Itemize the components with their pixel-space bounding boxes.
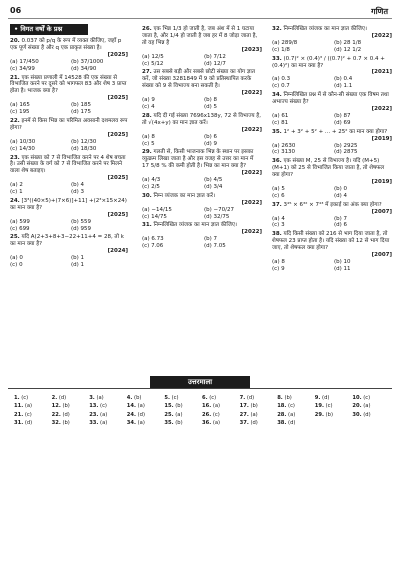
answer-cell <box>127 402 165 410</box>
question-item <box>142 222 262 250</box>
answer-value: (c) <box>212 411 220 418</box>
answer-cell <box>202 411 240 419</box>
answer-number: 5. <box>164 395 170 401</box>
question-year: [2022] <box>241 229 262 236</box>
question-item <box>142 193 262 221</box>
answer-value: (d) <box>363 411 371 418</box>
question-item <box>142 113 262 148</box>
answer-number: 29. <box>314 411 324 418</box>
option: (a) 4 <box>272 215 285 222</box>
option: (a) 165 <box>10 102 30 109</box>
option: (a) 2630 <box>272 142 296 149</box>
answer-number: 13. <box>89 403 99 410</box>
question-number: 23. <box>10 154 20 161</box>
question-number: 21. <box>10 74 20 81</box>
question-item <box>272 92 392 127</box>
answer-value: (c) <box>24 411 32 418</box>
question-number: 20. <box>10 38 20 44</box>
answer-value: (d) <box>322 395 330 401</box>
option-list <box>272 216 392 230</box>
question-text: एक संख्या M, 25 से विभाज्य है। यदि (M+5)(M+1) को 25 से विभाजित किया जाता है, तो शेषफल क्या होगा? <box>272 158 385 179</box>
answer-cell <box>277 419 315 427</box>
answer-number: 4. <box>126 395 133 401</box>
subject-title: गणित <box>371 7 388 16</box>
option: (c) 1 <box>10 189 23 196</box>
option: (b) 4/5 <box>204 177 223 184</box>
question-number: 29. <box>142 149 152 156</box>
question-text: यदि A(2+3+8+3−22+11+4 = 28, तो k का मान क्या है? <box>10 234 124 248</box>
option: (a) 5 <box>272 185 285 192</box>
answer-cell <box>89 402 127 410</box>
option: (a) 2 <box>10 182 23 189</box>
question-number: 33. <box>272 55 282 62</box>
question-item <box>10 198 128 233</box>
answer-cell <box>127 411 165 419</box>
answer-cell <box>164 419 202 427</box>
answer-cell <box>164 402 202 410</box>
question-year: [2025] <box>107 51 128 58</box>
answer-value: (c) <box>209 395 217 401</box>
answer-cell <box>315 411 353 419</box>
answer-value: (b) <box>175 403 183 410</box>
answer-value: (b) <box>284 395 292 401</box>
answer-number: 23. <box>89 411 99 418</box>
option: (b) 37/1000 <box>71 58 104 65</box>
answer-value: (a) <box>363 403 371 410</box>
option: (c) 0 <box>10 262 23 269</box>
option: (b) 6 <box>204 133 218 140</box>
answer-cell <box>127 419 165 427</box>
option: (a) 0 <box>10 255 23 262</box>
option-list <box>272 259 392 273</box>
option: (b) 0.4 <box>334 76 353 83</box>
option: (a) 17/450 <box>10 58 39 65</box>
answer-cell <box>240 394 278 402</box>
question-item <box>10 38 128 73</box>
answer-value: (b) <box>62 403 70 410</box>
option: (d) 32/75 <box>204 213 230 220</box>
answer-value: (a) <box>288 411 296 418</box>
answer-number: 3. <box>89 395 95 401</box>
answer-grid <box>14 394 390 428</box>
question-year: [2024] <box>107 248 128 255</box>
answer-cell <box>14 394 52 402</box>
option: (b) 0 <box>334 185 348 192</box>
option: (a) 8 <box>272 259 285 265</box>
answer-cell <box>352 394 390 402</box>
question-number: 25. <box>10 234 20 241</box>
question-year: [2025] <box>107 175 128 182</box>
question-year: [2025] <box>107 211 128 218</box>
question-text: 1² + 3² + 5² + ... + 25² का मान क्या होगा? <box>283 128 388 135</box>
question-number: 32. <box>272 26 282 32</box>
option: (c) 7.06 <box>142 243 164 250</box>
answer-value: (c) <box>100 403 107 410</box>
question-number: 27. <box>142 69 152 76</box>
question-year: [2021] <box>371 69 392 76</box>
option: (d) 959 <box>71 225 92 232</box>
answer-number: 16. <box>201 403 212 410</box>
option: (c) 9 <box>272 265 285 272</box>
option-list <box>272 143 392 157</box>
answer-cell <box>352 402 390 410</box>
option: (a) 0.3 <box>272 76 291 83</box>
option: (b) 185 <box>71 102 92 109</box>
option: (d) 9 <box>204 140 218 147</box>
option-list <box>10 219 128 233</box>
question-item <box>10 75 128 116</box>
option: (a) 61 <box>272 112 289 119</box>
answer-number: 21. <box>14 411 24 418</box>
answer-value: (a) <box>212 403 221 410</box>
answer-number: 9. <box>314 395 321 401</box>
option-list <box>142 236 262 250</box>
option: (c) 3130 <box>272 149 296 156</box>
option: (c) 81 <box>272 119 289 126</box>
answer-value: (c) <box>288 403 295 410</box>
answer-cell <box>164 394 202 402</box>
option-list <box>142 54 262 68</box>
answer-cell <box>277 394 315 402</box>
option: (c) 14/30 <box>10 145 35 152</box>
section-banner: • विगत वर्षों के प्रश्न <box>10 24 88 35</box>
answer-value: (d) <box>137 411 145 418</box>
question-year: [2007] <box>371 208 392 215</box>
question-text: एक भिन्न 1/3 हो जाती है, जब अंश में से 1 घटाया जाता है, और 1/4 हो जाती है जब हर में 8 जोड़ा जाता है, तो वह भिन्न है <box>142 26 258 46</box>
option-list <box>10 182 128 196</box>
answer-key-rule <box>8 388 392 389</box>
answer-number: 14. <box>126 403 136 410</box>
answer-number: 6. <box>201 395 208 401</box>
answer-value: (b) <box>325 411 333 418</box>
option-list <box>272 113 392 127</box>
answer-cell <box>14 402 52 410</box>
option: (d) 175 <box>71 109 92 116</box>
answer-value: (b) <box>175 420 183 427</box>
option: (d) 12/7 <box>204 60 226 67</box>
question-item <box>142 69 262 110</box>
option-list <box>272 76 392 90</box>
answer-value: (c) <box>325 403 333 410</box>
question-text: एक संख्या प्रणाली में 14528 की एक संख्या से विभाजित करने पर दूसरे को भागफल 83 और शेष 3 प्राप्त होता है। भाजक क्या है? <box>10 74 127 95</box>
question-year: [2019] <box>371 179 392 186</box>
option: (a) 599 <box>10 218 30 225</box>
answer-value: (a) <box>175 411 183 418</box>
question-year: [2022] <box>241 199 262 206</box>
answer-value: (a) <box>100 420 108 427</box>
answer-number: 8. <box>277 395 283 401</box>
page-number: 06 <box>10 6 22 15</box>
question-item <box>142 149 262 190</box>
option: (c) 1/8 <box>272 46 290 53</box>
question-text: गलती से, किसी भाजनाक भिन्न के स्थान पर इसका व्युत्क्रम लिखा जाता है और इस वजह से उत्तर का मान में 17 5/8 % की कमी होती है। भिन्न का मान क्या है? <box>142 149 254 170</box>
answer-number: 7. <box>239 395 246 401</box>
option: (b) 12/30 <box>71 138 97 145</box>
answer-value: (c) <box>21 395 29 401</box>
answer-cell <box>315 402 353 410</box>
answer-cell <box>315 394 353 402</box>
answer-value: (c) <box>171 395 179 401</box>
option: (c) 14/75 <box>142 213 167 220</box>
answer-number: 10. <box>352 395 362 401</box>
option: (a) 289/8 <box>272 39 298 46</box>
option-list <box>142 134 262 148</box>
answer-number: 25. <box>164 411 174 418</box>
option: (d) 18/30 <box>71 145 97 152</box>
header-rule <box>8 18 392 19</box>
answer-cell <box>240 411 278 419</box>
answer-value: (a) <box>24 403 33 410</box>
option: (c) 3 <box>272 222 285 229</box>
option-list <box>272 40 392 54</box>
question-year: [2022] <box>241 126 262 133</box>
question-text: [3³((40×5)+(7×6)]+11] +(2³×15×24) का मान क्या है? <box>10 197 127 211</box>
answer-number: 12. <box>51 403 61 410</box>
option: (d) 6 <box>334 222 348 229</box>
option: (d) 3 <box>71 189 85 196</box>
option: (b) 4 <box>71 182 85 189</box>
question-item <box>272 26 392 54</box>
option-list <box>142 207 262 221</box>
question-year: [2022] <box>241 90 262 97</box>
answer-cell <box>240 402 278 410</box>
option: (b) 87 <box>334 112 351 119</box>
option: (d) 1.1 <box>334 83 353 90</box>
option: (d) 7.05 <box>204 243 226 250</box>
question-year: [2022] <box>241 170 262 177</box>
question-number: 22. <box>10 117 20 124</box>
question-text: 0.037 को p/q के रूप में व्यक्त कीजिए, जहाँ p एक पूर्ण संख्या है और q एक प्राकृत संख्या है। <box>10 38 122 51</box>
option: (c) 6 <box>272 192 285 199</box>
answer-number: 31. <box>14 420 24 427</box>
option: (d) 3/4 <box>204 183 223 190</box>
answer-value: (d) <box>246 395 255 401</box>
option: (d) 11 <box>334 265 351 272</box>
answer-value: (b) <box>62 420 70 427</box>
question-item <box>142 26 262 67</box>
answer-cell <box>127 394 165 402</box>
answer-cell <box>14 419 52 427</box>
question-item <box>272 231 392 272</box>
question-number: 35. <box>272 128 282 135</box>
question-year: [2025] <box>107 95 128 102</box>
answer-value: (a) <box>137 403 145 410</box>
question-text: निम्नलिखित प्रश्न में से कौन-सी संख्या एक विषम तथा अभाज्य संख्या है? <box>272 92 389 106</box>
answer-value: (a) <box>96 395 104 401</box>
option: (c) 5 <box>142 140 155 147</box>
answer-value: (a) <box>100 411 108 418</box>
question-number: 28. <box>142 112 152 119</box>
answer-number: 35. <box>164 420 174 427</box>
option: (b) 7 <box>334 215 348 222</box>
answer-value: (c) <box>363 395 371 401</box>
question-item <box>10 155 128 196</box>
question-text: इनमें से किस भिन्न का परिमित अवसानी दशमलव रूप होगा? <box>10 117 128 131</box>
option: (d) 2875 <box>334 149 358 156</box>
option: (b) 2925 <box>334 142 358 149</box>
option: (a) −14/15 <box>142 206 172 213</box>
question-year: [2025] <box>107 131 128 138</box>
option: (a) 8 <box>142 133 155 140</box>
answer-cell <box>202 419 240 427</box>
question-year: [2007] <box>371 252 392 259</box>
option: (b) 7 <box>204 236 218 243</box>
option-list <box>142 97 262 111</box>
question-column-2 <box>142 26 262 252</box>
option: (b) 28 1/8 <box>334 39 362 46</box>
answer-number: 26. <box>201 411 212 418</box>
option: (b) 8 <box>204 97 218 104</box>
answer-number: 34. <box>126 420 136 427</box>
question-item <box>272 158 392 199</box>
answer-cell <box>89 419 127 427</box>
option: (c) 699 <box>10 225 30 232</box>
question-text: (0.7)² × (0.4)³ / ((0.7)² + 0.7 × 0.4 + (0.4)²) का मान क्या है? <box>272 55 385 69</box>
question-number: 30. <box>142 192 152 199</box>
option: (b) 559 <box>71 218 92 225</box>
page-header <box>0 0 400 20</box>
question-number: 26. <box>142 26 152 32</box>
question-year: [2022] <box>371 32 392 39</box>
question-text: निम्नलिखित व्यंजक का मान ज्ञात कीजिए। <box>153 222 237 229</box>
answer-number: 30. <box>352 411 362 418</box>
question-item <box>272 202 392 230</box>
option: (a) 10/30 <box>10 138 36 145</box>
option-list <box>272 186 392 200</box>
answer-cell <box>52 402 90 410</box>
answer-cell <box>202 394 240 402</box>
option: (d) 4 <box>334 192 348 199</box>
answer-value: (b) <box>134 395 142 401</box>
answer-value: (d) <box>58 395 67 401</box>
answer-cell <box>14 411 52 419</box>
answer-number: 24. <box>126 411 136 418</box>
question-number: 37. <box>272 201 282 208</box>
answer-number: 38. <box>277 420 287 427</box>
option: (c) 5/12 <box>142 60 164 67</box>
answer-value: (b) <box>250 403 258 410</box>
answer-cell <box>277 411 315 419</box>
option: (c) 2/5 <box>142 183 160 190</box>
answer-value: (a) <box>137 420 145 427</box>
option: (b) 7/12 <box>204 53 226 60</box>
answer-number: 11. <box>14 403 24 410</box>
question-text: यदि किसी संख्या को 216 से भाग दिया जाता है, तो शेषफल 23 प्राप्त होता है। यदि संख्या को 12 से भाग दिया जाए, तो शेषफल क्या होगा? <box>272 231 390 252</box>
answer-value: (d) <box>288 420 296 427</box>
answer-number: 15. <box>164 403 174 410</box>
question-number: 24. <box>10 197 20 204</box>
question-number: 36. <box>272 158 282 165</box>
option-list <box>142 177 262 191</box>
question-text: एक संख्या को 7 से विभाजित करने पर 4 शेष बचता है। उसी संख्या के वर्ग को 7 से विभाजित करने पर मिलने वाला शेष बताइए। <box>10 154 126 175</box>
question-year: [2022] <box>371 105 392 112</box>
option: (c) 34/99 <box>10 65 35 72</box>
answer-cell <box>202 402 240 410</box>
answer-value: (a) <box>250 411 258 418</box>
answer-value: (a) <box>212 420 221 427</box>
option: (d) 5 <box>204 103 218 110</box>
answer-number: 32. <box>51 420 61 427</box>
option: (d) 69 <box>334 119 351 126</box>
question-item <box>10 118 128 153</box>
question-text: उस सबसे बड़ी और सबसे छोटी संख्या का योग ज्ञात करें, जो संख्या 3281849 में 9 को प्रतिस्थापित करके संख्या को 9 से विभाज्य बना सकती है। <box>142 69 255 90</box>
answer-value: (d) <box>24 420 33 427</box>
question-item <box>10 234 128 269</box>
option: (c) 0.7 <box>272 83 290 90</box>
option: (b) 10 <box>334 259 351 265</box>
answer-key-title: उत्तरमाला <box>150 376 250 388</box>
answer-number: 28. <box>277 411 287 418</box>
answer-number: 18. <box>277 403 287 410</box>
option: (a) 6.73 <box>142 236 164 243</box>
option: (b) 1 <box>71 255 85 262</box>
answer-number: 22. <box>51 411 61 418</box>
question-text: 3⁴⁵ × 6³² × 7⁴³ में इकाई का अंक क्या होगा? <box>283 201 382 208</box>
answer-number: 19. <box>314 403 324 410</box>
question-item <box>272 56 392 91</box>
answer-number: 20. <box>352 403 362 410</box>
question-text: यदि दी गई संख्या 7696x138y, 72 से विभाज्य है, तो √(4x+y) का मान ज्ञात करें। <box>142 112 261 126</box>
answer-number: 33. <box>89 420 99 427</box>
question-year: [2023] <box>241 46 262 53</box>
answer-number: 1. <box>14 395 20 401</box>
answer-value: (d) <box>62 411 70 418</box>
answer-cell <box>89 394 127 402</box>
answer-cell <box>164 411 202 419</box>
question-column-3 <box>272 26 392 275</box>
answer-cell <box>240 419 278 427</box>
answer-cell <box>52 411 90 419</box>
answer-number: 2. <box>51 395 58 401</box>
answer-number: 27. <box>239 411 249 418</box>
question-number: 31. <box>142 222 152 229</box>
answer-cell <box>352 411 390 419</box>
answer-number: 17. <box>239 403 249 410</box>
question-year: [2019] <box>371 135 392 142</box>
option-list <box>10 139 128 153</box>
question-number: 34. <box>272 92 282 99</box>
answer-cell <box>52 419 90 427</box>
option: (d) 12 1/2 <box>334 46 362 53</box>
question-column-1 <box>10 38 128 271</box>
question-item <box>272 129 392 157</box>
option-list <box>10 102 128 116</box>
option-list <box>10 59 128 73</box>
answer-cell <box>52 394 90 402</box>
option: (a) 12/5 <box>142 53 164 60</box>
answer-cell <box>277 402 315 410</box>
option: (c) 4 <box>142 103 155 110</box>
option: (d) 1 <box>71 262 85 269</box>
option: (a) 4/3 <box>142 177 161 184</box>
question-number: 38. <box>272 231 282 238</box>
option-list <box>10 255 128 269</box>
option: (a) 9 <box>142 97 155 104</box>
answer-cell <box>89 411 127 419</box>
answer-value: (d) <box>250 420 258 427</box>
answer-number: 37. <box>239 420 249 427</box>
question-text: निम्नलिखित व्यंजक का मान ज्ञात कीजिए। <box>283 26 367 32</box>
question-text: निम्न व्यंजक का मान ज्ञात करें। <box>153 192 216 199</box>
option: (d) 34/90 <box>71 65 97 72</box>
option: (c) 195 <box>10 109 30 116</box>
option: (b) −70/27 <box>204 206 234 213</box>
answer-number: 36. <box>201 420 212 427</box>
